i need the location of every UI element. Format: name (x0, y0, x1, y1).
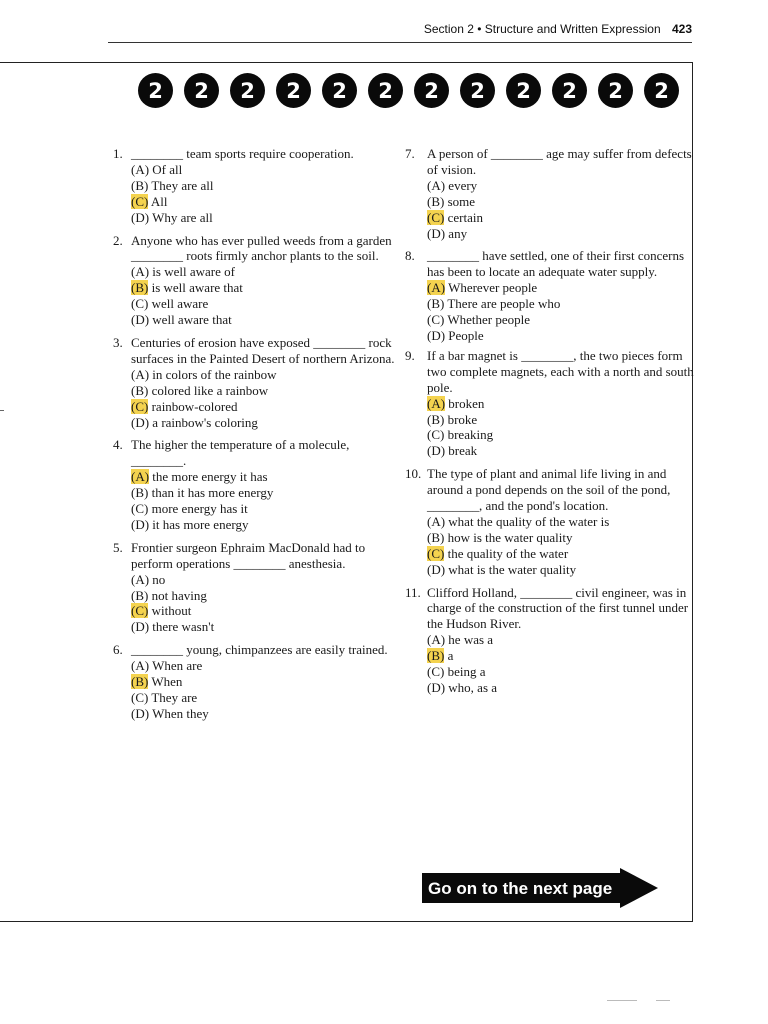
question-number: 5. (113, 539, 123, 555)
answer-text: They are (151, 690, 198, 705)
answer-text: there wasn't (152, 619, 215, 635)
answer-text: People (448, 327, 484, 343)
answer-letter: (B) (427, 296, 445, 312)
answer-text: any (448, 225, 468, 241)
question-number: 9. (405, 347, 415, 363)
question-stem: ________ young, chimpanzees are easily trained. (131, 642, 388, 658)
answer-letter: (A) (131, 161, 150, 177)
answer-letter: (D) (131, 516, 150, 532)
question-number: 2. (113, 232, 123, 248)
answer-text: They are all (151, 177, 214, 193)
question-item (113, 642, 398, 722)
answer-text: some (447, 193, 476, 209)
answer-option[interactable] (131, 264, 398, 280)
answer-letter: (C) (427, 312, 445, 328)
question-stem: ________ team sports require cooperation. (131, 146, 354, 161)
answer-option[interactable] (131, 178, 398, 194)
answer-letter: (B) (427, 193, 445, 209)
answer-letter: (A) (131, 264, 150, 280)
answer-text: who, as a (448, 680, 498, 695)
answer-option[interactable] (131, 658, 398, 674)
question-item (113, 335, 398, 430)
answer-option[interactable] (131, 603, 398, 619)
question-item (405, 347, 698, 459)
questions-right-column (405, 146, 698, 703)
answer-text: more energy has it (151, 501, 248, 517)
section-number-badge: 2 (138, 73, 173, 108)
selected-answer-letter: (A) (131, 469, 150, 485)
question-stem: Frontier surgeon Ephraim MacDonald had to perform operations ________ anesthesia. (131, 539, 369, 571)
answer-text: Whether people (447, 312, 531, 328)
answer-letter: (D) (131, 705, 150, 721)
section-number-badge: 2 (322, 73, 357, 108)
answer-option[interactable] (131, 210, 398, 226)
selected-answer-letter: (C) (427, 209, 445, 225)
answer-option[interactable] (131, 399, 398, 415)
answer-text: what the quality of the water is (448, 513, 610, 529)
section-number-badge: 2 (644, 73, 679, 108)
question-stem: If a bar magnet is ________, the two pieces form two complete magnets, each with a north and south pole. (427, 347, 698, 395)
answer-option[interactable] (427, 546, 695, 562)
answer-option[interactable] (131, 296, 398, 312)
answer-text: When are (152, 658, 203, 674)
answer-text: than it has more energy (151, 485, 274, 501)
answer-text: a rainbow's coloring (152, 414, 258, 430)
page-number: 423 (671, 22, 692, 36)
answer-letter: (A) (131, 571, 150, 587)
answer-text: how is the water quality (447, 529, 573, 545)
question-number: 11. (405, 584, 421, 600)
section-number-badge: 2 (368, 73, 403, 108)
answer-option[interactable] (131, 194, 398, 210)
question-item (113, 146, 398, 226)
question-number: 6. (113, 642, 123, 658)
section-number-badge: 2 (506, 73, 541, 108)
answer-option[interactable] (131, 312, 398, 328)
answer-letter: (D) (131, 619, 150, 635)
question-stem: The type of plant and animal life living in and around a pond depends on the soil of the pond, ________, and the pond's location. (427, 466, 674, 514)
answer-letter: (A) (427, 632, 446, 648)
answer-option[interactable] (427, 443, 695, 459)
answer-letter: (D) (427, 327, 446, 343)
answer-text: what is the water quality (448, 561, 577, 577)
question-number: 10. (405, 466, 422, 482)
answer-text: There are people who (447, 296, 561, 312)
answer-text: Why are all (152, 209, 213, 225)
answer-option[interactable] (427, 226, 695, 242)
answer-text: broken (448, 395, 485, 411)
footer-mark (607, 1000, 637, 1001)
answer-text: When they (152, 705, 209, 721)
question-stem: ________ have settled, one of their first concerns has been to locate an adequate water supply. (427, 248, 688, 280)
section-number-badge: 2 (552, 73, 587, 108)
answer-option[interactable] (427, 328, 695, 344)
question-item (405, 466, 695, 577)
answer-text: When (151, 674, 183, 690)
header-divider (108, 42, 692, 43)
answer-option[interactable] (427, 648, 695, 664)
answer-letter: (C) (131, 690, 149, 705)
question-number: 8. (405, 248, 415, 264)
answer-option[interactable] (427, 412, 695, 428)
go-next-page-button[interactable] (422, 868, 658, 908)
answer-text: breaking (447, 427, 494, 443)
selected-answer-letter: (C) (131, 398, 149, 414)
section-badges (138, 73, 679, 108)
answer-option[interactable] (427, 680, 695, 696)
section-number-badge: 2 (230, 73, 265, 108)
answer-letter: (C) (427, 427, 445, 443)
answer-letter: (C) (427, 664, 445, 680)
answer-option[interactable] (427, 427, 695, 443)
answer-text: the quality of the water (447, 545, 569, 561)
answer-text: All (150, 193, 168, 209)
answer-option[interactable] (427, 514, 695, 530)
answer-option[interactable] (131, 415, 398, 431)
answer-text: without (151, 603, 192, 619)
answer-option[interactable] (427, 280, 695, 296)
answer-text: certain (447, 209, 483, 225)
answer-letter: (A) (427, 513, 446, 529)
section-title: Section 2 • Structure and Written Expression (423, 22, 661, 36)
answer-text: break (448, 443, 478, 459)
answer-option[interactable] (427, 178, 695, 194)
answer-letter: (B) (131, 382, 149, 398)
right-arrow-icon (620, 868, 658, 908)
section-number-badge: 2 (276, 73, 311, 108)
section-number-badge: 2 (184, 73, 219, 108)
answer-text: in colors of the rainbow (152, 366, 277, 382)
selected-answer-letter: (C) (131, 603, 149, 619)
question-stem: Clifford Holland, ________ civil engineer, was in charge of the construction of the first tunnel under the Hudson River. (427, 584, 692, 632)
answer-letter: (C) (131, 501, 149, 517)
answer-letter: (D) (427, 561, 446, 577)
question-stem: A person of ________ age may suffer from defects of vision. (427, 146, 695, 177)
selected-answer-letter: (A) (427, 280, 446, 296)
questions-left-column (113, 146, 398, 729)
selected-answer-letter: (B) (131, 674, 149, 690)
answer-option[interactable] (131, 572, 398, 588)
answer-option[interactable] (131, 517, 398, 533)
selected-answer-letter: (A) (427, 395, 446, 411)
answer-letter: (D) (131, 209, 150, 225)
answer-option[interactable] (427, 296, 695, 312)
answer-text: the more energy it has (152, 469, 268, 485)
question-item (113, 437, 398, 532)
question-item (405, 248, 695, 343)
answer-text: it has more energy (152, 516, 249, 532)
answer-option[interactable] (131, 588, 398, 604)
answer-option[interactable] (427, 312, 695, 328)
answer-text: not having (151, 587, 207, 603)
question-number: 4. (113, 437, 123, 453)
question-number: 3. (113, 334, 123, 350)
question-item (113, 233, 398, 328)
answer-option[interactable] (131, 690, 398, 706)
answer-text: he was a (448, 632, 494, 648)
question-number: 7. (405, 146, 415, 161)
answer-text: is well aware that (151, 280, 243, 296)
answer-option[interactable] (131, 280, 398, 296)
answer-letter: (B) (427, 411, 445, 427)
answer-letter: (A) (131, 658, 150, 674)
answer-text: colored like a rainbow (151, 382, 269, 398)
selected-answer-letter: (C) (427, 545, 445, 561)
answer-option[interactable] (427, 194, 695, 210)
question-number: 1. (113, 146, 123, 161)
answer-letter: (D) (131, 312, 150, 328)
answer-option[interactable] (131, 619, 398, 635)
answer-text: rainbow-colored (151, 398, 238, 414)
answer-option[interactable] (427, 210, 695, 226)
selected-answer-letter: (C) (131, 193, 149, 209)
go-next-label: Go on to the next page (422, 873, 620, 903)
answer-option[interactable] (427, 562, 695, 578)
answer-option[interactable] (131, 367, 398, 383)
answer-option[interactable] (131, 383, 398, 399)
question-item (113, 540, 398, 635)
answer-option[interactable] (131, 469, 398, 485)
answer-letter: (D) (427, 680, 446, 695)
section-number-badge: 2 (414, 73, 449, 108)
answer-option[interactable] (131, 706, 398, 722)
question-stem: Anyone who has ever pulled weeds from a garden ________ roots firmly anchor plants to the soil. (131, 232, 395, 264)
section-number-badge: 2 (598, 73, 633, 108)
section-number-badge: 2 (460, 73, 495, 108)
selected-answer-letter: (B) (427, 648, 445, 664)
answer-option[interactable] (131, 501, 398, 517)
answer-text: well aware that (152, 312, 232, 328)
answer-option[interactable] (131, 162, 398, 178)
answer-letter: (D) (427, 225, 446, 241)
answer-text: is well aware of (152, 264, 235, 280)
answer-text: every (448, 177, 478, 193)
question-stem: Centuries of erosion have exposed ________ rock surfaces in the Painted Desert of northern Arizona. (131, 334, 395, 366)
answer-text: no (152, 571, 166, 587)
answer-letter: (B) (131, 177, 149, 193)
answer-text: being a (447, 664, 486, 680)
answer-letter: (C) (131, 296, 149, 312)
answer-text: broke (447, 411, 478, 427)
answer-option[interactable] (427, 632, 695, 648)
answer-text: a (447, 648, 454, 664)
answer-option[interactable] (131, 674, 398, 690)
answer-text: Wherever people (448, 280, 538, 296)
question-item (405, 585, 695, 696)
answer-letter: (A) (427, 177, 446, 193)
answer-text: well aware (151, 296, 209, 312)
answer-letter: (B) (131, 587, 149, 603)
answer-text: Of all (152, 161, 183, 177)
page-header (0, 22, 692, 36)
answer-letter: (D) (131, 414, 150, 430)
answer-letter: (B) (427, 529, 445, 545)
answer-option[interactable] (427, 530, 695, 546)
question-item (405, 146, 695, 241)
answer-letter: (B) (131, 485, 149, 501)
answer-letter: (A) (131, 366, 150, 382)
footer-mark (656, 1000, 670, 1001)
answer-letter: (D) (427, 443, 446, 459)
selected-answer-letter: (B) (131, 280, 149, 296)
question-stem: The higher the temperature of a molecule, ________. (131, 437, 353, 469)
answer-option[interactable] (427, 396, 695, 412)
answer-option[interactable] (427, 664, 695, 680)
answer-option[interactable] (131, 485, 398, 501)
